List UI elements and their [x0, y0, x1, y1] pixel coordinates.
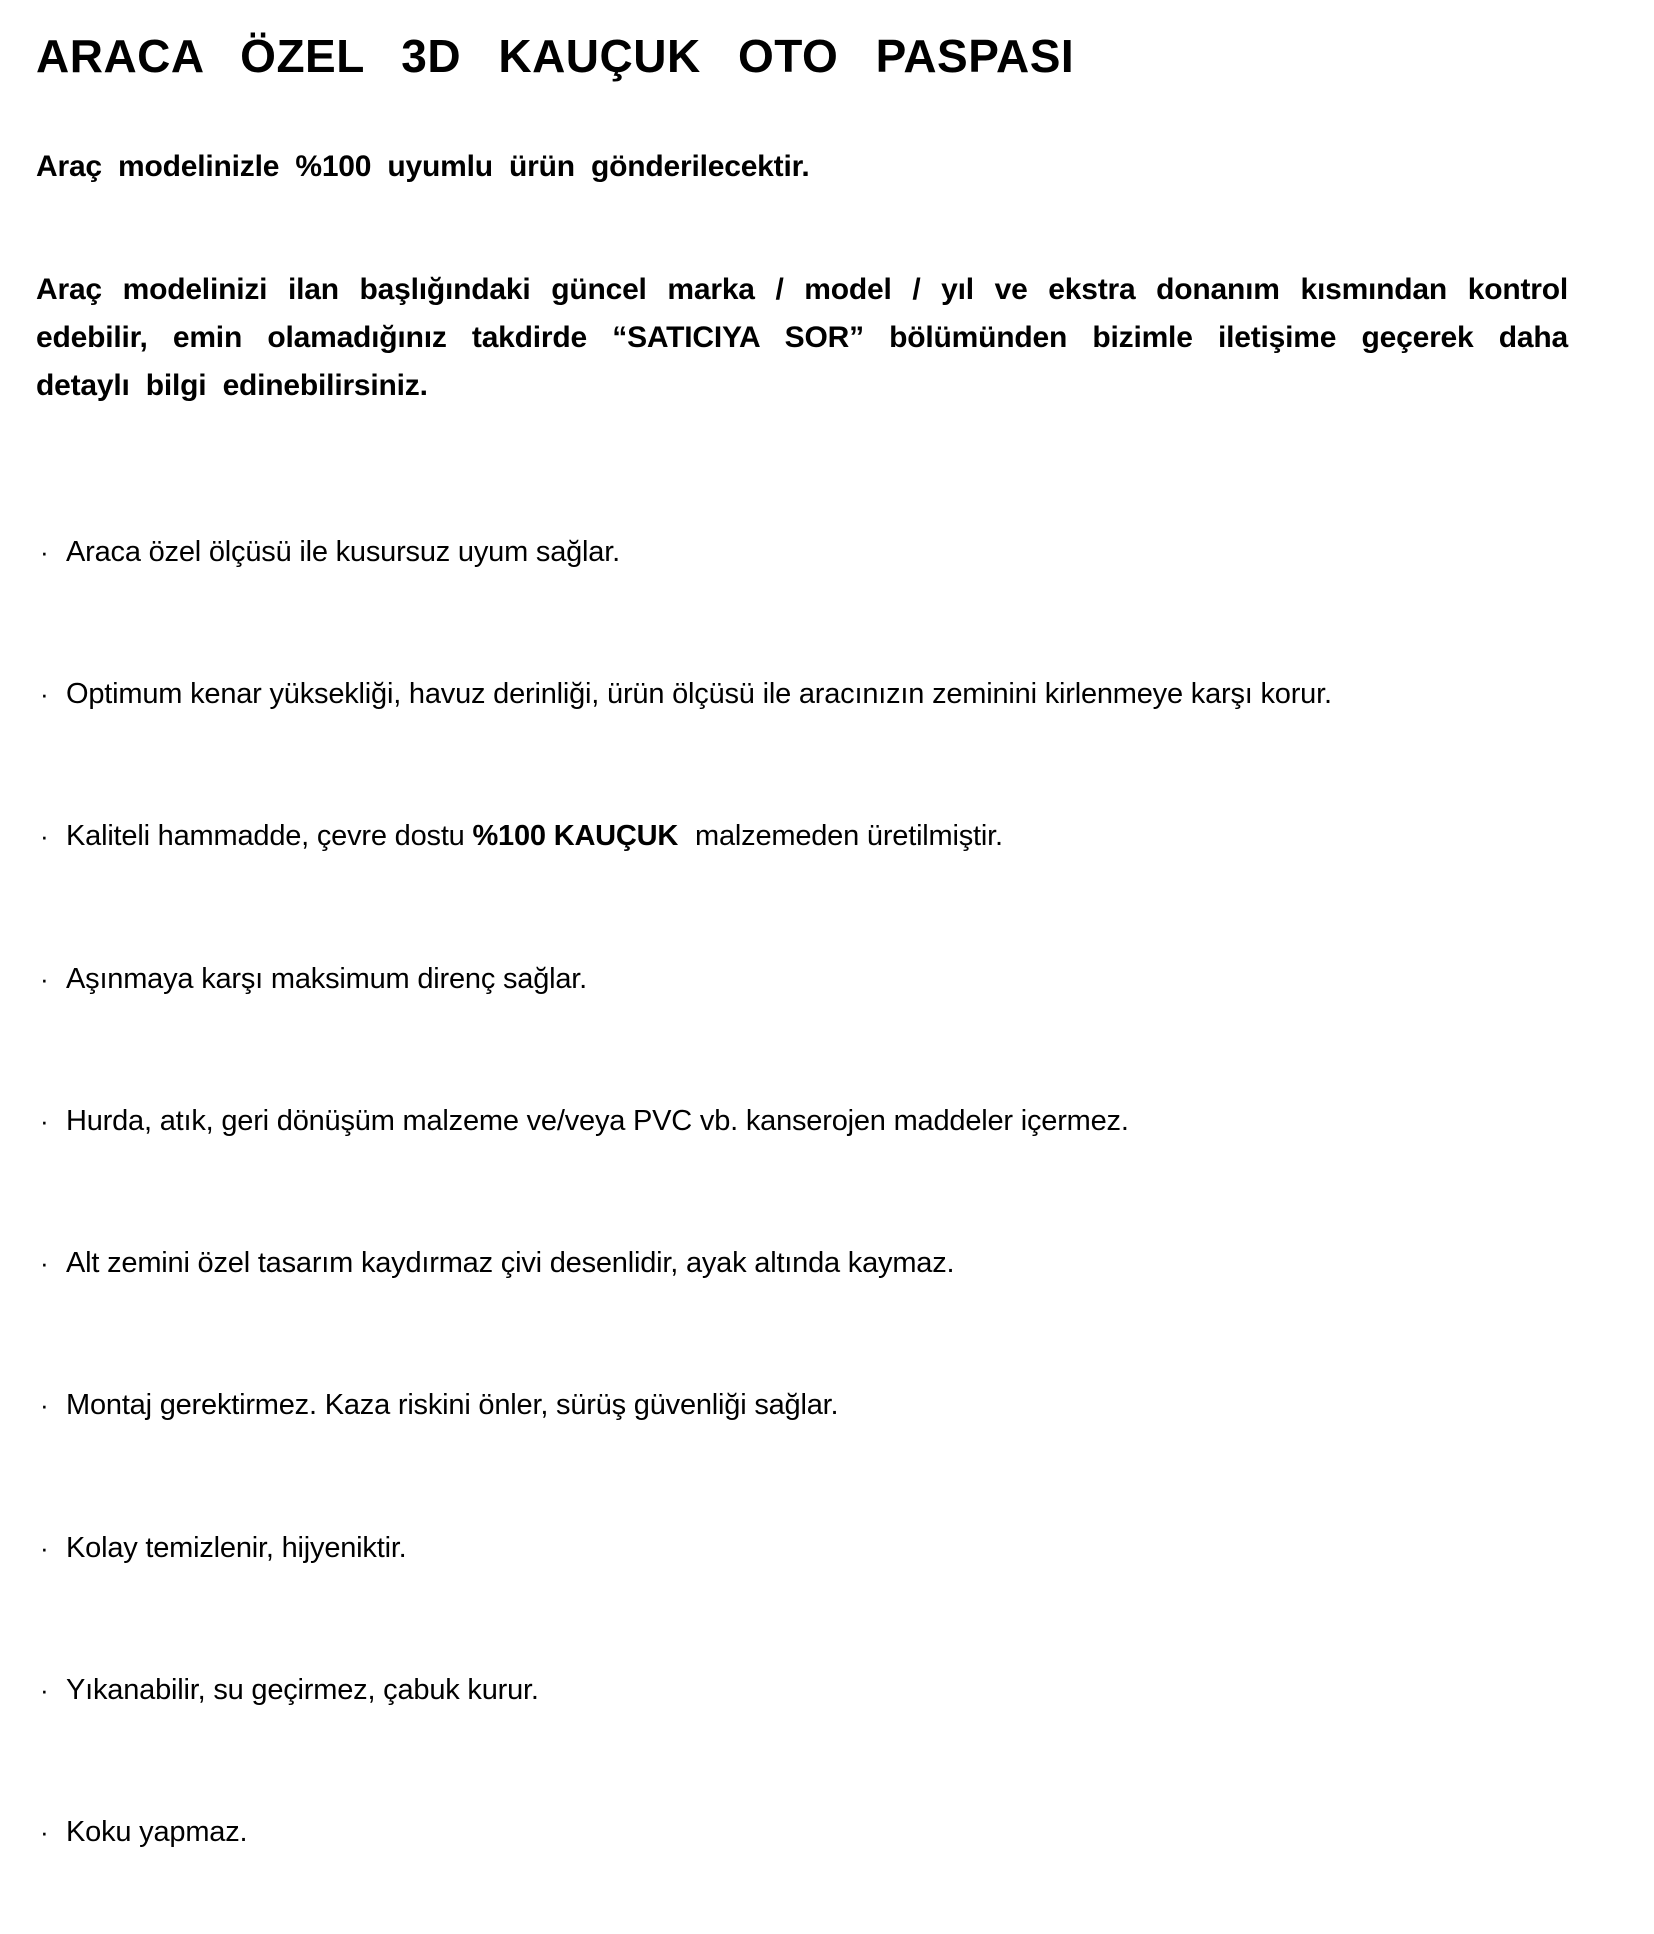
feature-text-highlight: %100 KAUÇUK	[472, 820, 679, 853]
feature-item	[40, 961, 1610, 997]
feature-text: Araca özel ölçüsü ile kusursuz uyum sağlar.	[66, 535, 620, 568]
bullet-icon: ·	[40, 1532, 49, 1563]
feature-text	[66, 818, 1610, 854]
feature-item	[40, 1672, 1610, 1708]
bullet-icon: ·	[40, 1105, 49, 1136]
bullet-icon: ·	[40, 1248, 49, 1279]
feature-item	[40, 676, 1610, 712]
feature-text: Hurda, atık, geri dönüşüm malzeme ve/veya PVC vb. kanserojen maddeler içermez.	[66, 1104, 1129, 1137]
compatibility-note: Araç modelinizle %100 uyumlu ürün gönderilecektir.	[36, 149, 810, 183]
bullet-icon: ·	[40, 1674, 49, 1705]
feature-item	[40, 1387, 1610, 1423]
feature-text-prefix: Kaliteli hammadde, çevre dostu	[66, 820, 473, 853]
bullet-icon: ·	[40, 1390, 49, 1421]
feature-text: Yıkanabilir, su geçirmez, çabuk kurur.	[66, 1673, 539, 1706]
bullet-icon: ·	[40, 536, 49, 567]
feature-text: Aşınmaya karşı maksimum direnç sağlar.	[66, 962, 588, 995]
bullet-icon: ·	[40, 963, 49, 994]
feature-text: Koku yapmaz.	[66, 1816, 248, 1849]
feature-item	[40, 1245, 1610, 1281]
feature-item	[40, 1530, 1610, 1566]
feature-item	[40, 818, 1610, 854]
feature-list	[36, 534, 1610, 1851]
bullet-icon: ·	[40, 821, 49, 852]
bullet-icon: ·	[40, 1817, 49, 1848]
feature-text: Montaj gerektirmez. Kaza riskini önler, sürüş güvenliği sağlar.	[66, 1389, 839, 1422]
page-title: ARACA ÖZEL 3D KAUÇUK OTO PASPASI	[36, 30, 1075, 82]
feature-item	[40, 1103, 1610, 1139]
seller-contact-note: Araç modelinizi ilan başlığındaki güncel marka / model / yıl ve ekstra donanım kısmından kontrol edebilir, emin olamadığınız takdirde “SATICIYA SOR” bölümünden bizimle iletişime geçerek daha detaylı bilgi edinebilirsiniz.	[36, 272, 1568, 402]
feature-text-suffix: malzemeden üretilmiştir.	[687, 820, 1003, 853]
feature-text: Kolay temizlenir, hijyeniktir.	[66, 1531, 407, 1564]
feature-item	[40, 1814, 1610, 1850]
feature-text: Alt zemini özel tasarım kaydırmaz çivi desenlidir, ayak altında kaymaz.	[66, 1247, 955, 1280]
feature-item	[40, 534, 1610, 570]
bullet-icon: ·	[40, 679, 49, 710]
feature-text: Optimum kenar yüksekliği, havuz derinliği, ürün ölçüsü ile aracınızın zeminini kirlenmeye karşı korur.	[66, 678, 1332, 711]
